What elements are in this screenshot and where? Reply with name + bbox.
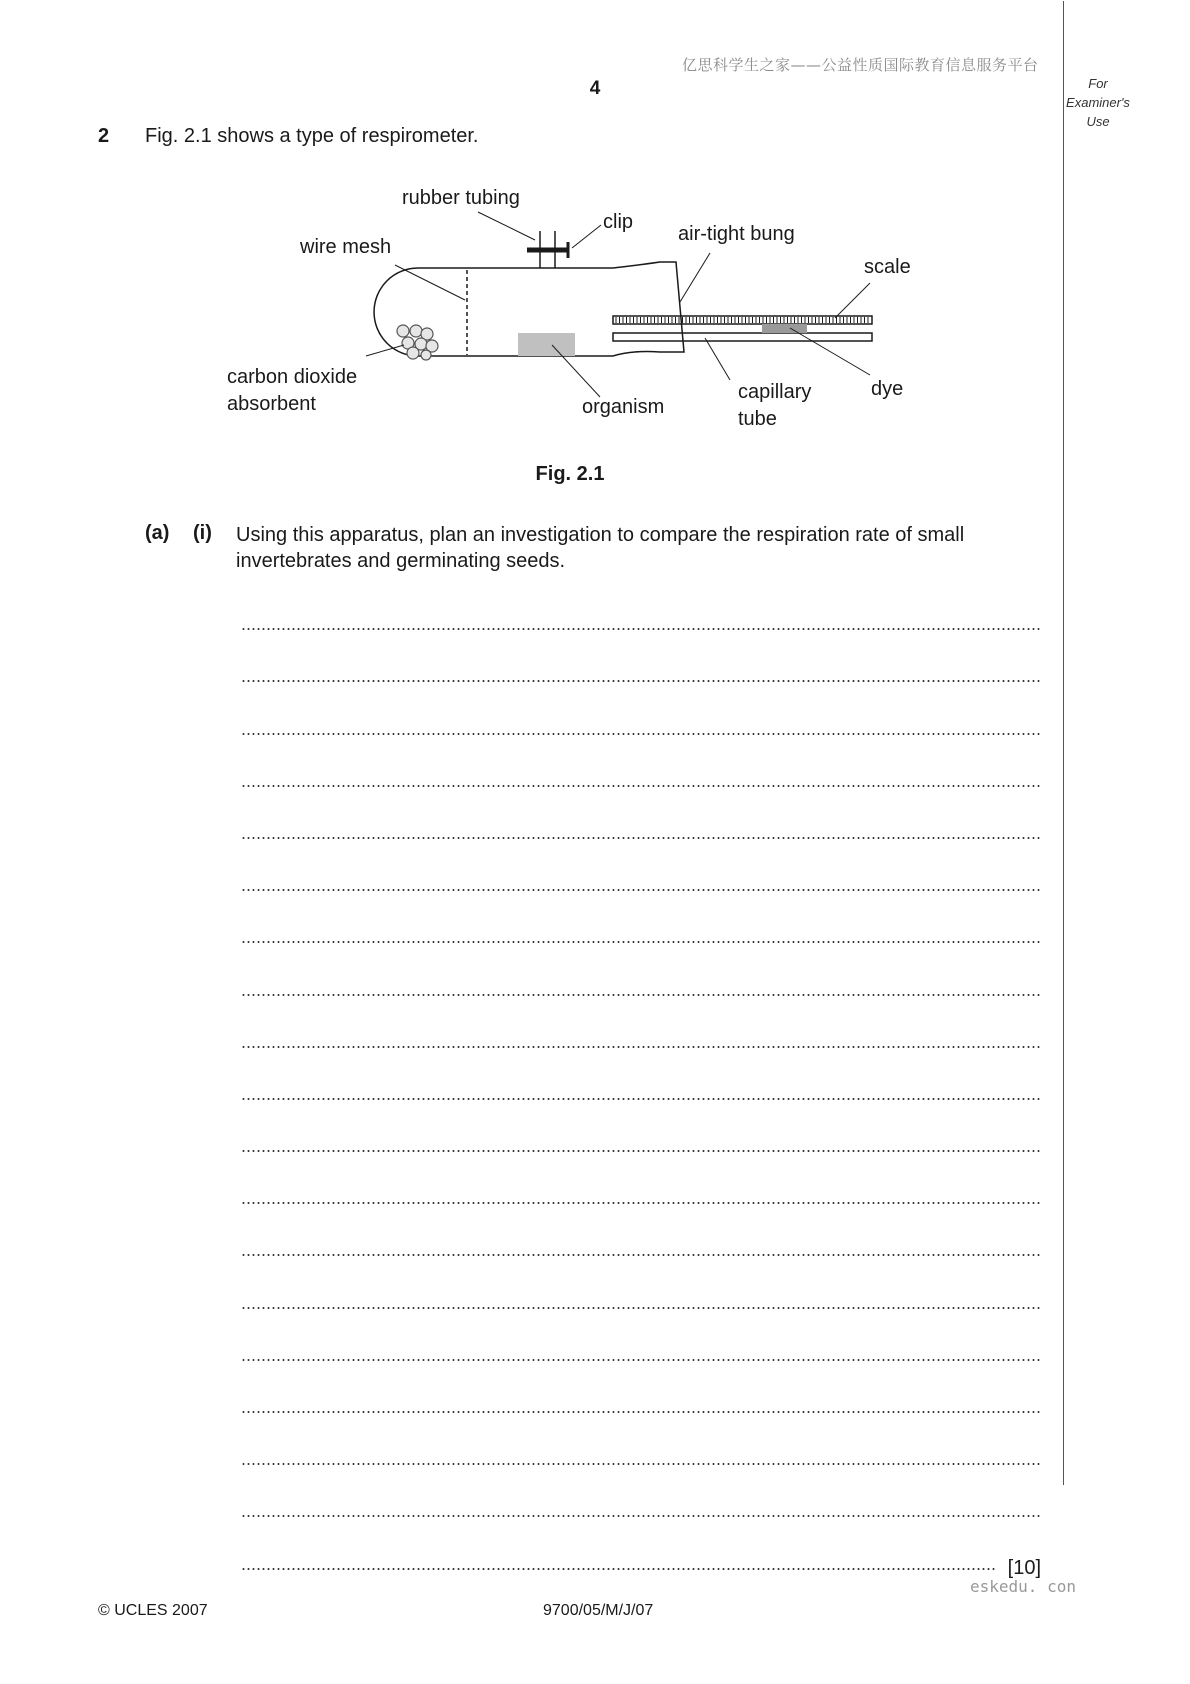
figure-caption: Fig. 2.1 xyxy=(535,463,605,485)
dotted-rule xyxy=(241,733,1041,735)
footer-paper-code: 9700/05/M/J/07 xyxy=(543,1602,654,1619)
label-capillary: capillary xyxy=(738,381,812,403)
question-number: 2 xyxy=(98,125,110,147)
dotted-rule xyxy=(241,889,1041,891)
dotted-rule xyxy=(241,1463,1041,1465)
marks-allocation: [10] xyxy=(1007,1556,1041,1579)
answer-line[interactable] xyxy=(241,1118,1041,1170)
answer-line[interactable] xyxy=(241,1014,1041,1066)
answer-line[interactable] xyxy=(241,1222,1041,1274)
dotted-rule xyxy=(241,1568,997,1570)
answer-line[interactable] xyxy=(241,857,1041,909)
label-carbon-dioxide: carbon dioxide xyxy=(227,366,358,388)
answer-line[interactable] xyxy=(241,753,1041,805)
dotted-rule xyxy=(241,1307,1041,1309)
answer-line[interactable] xyxy=(241,648,1041,700)
label-absorbent: absorbent xyxy=(227,393,316,415)
answer-line[interactable] xyxy=(241,1431,1041,1483)
part-label: (a) xyxy=(145,522,170,544)
carbon-dioxide-absorbent-granules xyxy=(397,325,438,360)
label-organism: organism xyxy=(582,396,665,418)
answer-line[interactable] xyxy=(241,1066,1041,1118)
dotted-rule xyxy=(241,1098,1041,1100)
footer-copyright: © UCLES 2007 xyxy=(98,1602,208,1619)
dotted-rule xyxy=(241,680,1041,682)
dotted-rule xyxy=(241,1359,1041,1361)
label-rubber-tubing: rubber tubing xyxy=(402,187,520,209)
answer-line[interactable] xyxy=(241,700,1041,752)
part-question-text: Using this apparatus, plan an investigation to compare the respiration rate of small invertebrates and germinating seeds. xyxy=(236,524,965,572)
label-clip: clip xyxy=(603,211,634,233)
dotted-rule xyxy=(241,941,1041,943)
dotted-rule xyxy=(241,1411,1041,1413)
dotted-rule xyxy=(241,628,1041,630)
page-number: 4 xyxy=(589,78,601,99)
examiner-margin-rule xyxy=(1063,1,1064,1485)
dye-plug xyxy=(762,324,807,333)
answer-line[interactable] xyxy=(241,805,1041,857)
answer-area[interactable] xyxy=(241,596,1041,1588)
dotted-rule xyxy=(241,1254,1041,1256)
dotted-rule xyxy=(241,785,1041,787)
answer-line[interactable] xyxy=(241,961,1041,1013)
dotted-rule xyxy=(241,1515,1041,1517)
label-tube: tube xyxy=(738,408,777,430)
answer-line[interactable] xyxy=(241,1379,1041,1431)
label-wire-mesh: wire mesh xyxy=(300,236,392,258)
dotted-rule xyxy=(241,1150,1041,1152)
answer-line[interactable] xyxy=(241,1327,1041,1379)
answer-line[interactable] xyxy=(241,1483,1041,1535)
examiner-use-label: For Examiner's Use xyxy=(1066,76,1130,129)
dotted-rule xyxy=(241,1046,1041,1048)
label-air-tight-bung: air-tight bung xyxy=(678,223,795,245)
header-watermark: 亿思科学生之家——公益性质国际教育信息服务平台 xyxy=(682,56,1039,74)
dotted-rule xyxy=(241,837,1041,839)
subpart-label: (i) xyxy=(193,522,212,544)
label-scale: scale xyxy=(864,256,911,278)
answer-line[interactable] xyxy=(241,1274,1041,1326)
dotted-rule xyxy=(241,994,1041,996)
answer-line[interactable] xyxy=(241,909,1041,961)
answer-line[interactable] xyxy=(241,596,1041,648)
organism-block xyxy=(518,333,575,356)
label-dye: dye xyxy=(871,378,904,400)
scale-ticks xyxy=(616,317,868,323)
respirometer-diagram xyxy=(220,178,920,438)
answer-line[interactable] xyxy=(241,1535,1041,1587)
answer-line[interactable] xyxy=(241,1170,1041,1222)
footer-watermark: eskedu. con xyxy=(970,1577,1076,1596)
question-intro: Fig. 2.1 shows a type of respirometer. xyxy=(145,125,479,147)
dotted-rule xyxy=(241,1202,1041,1204)
